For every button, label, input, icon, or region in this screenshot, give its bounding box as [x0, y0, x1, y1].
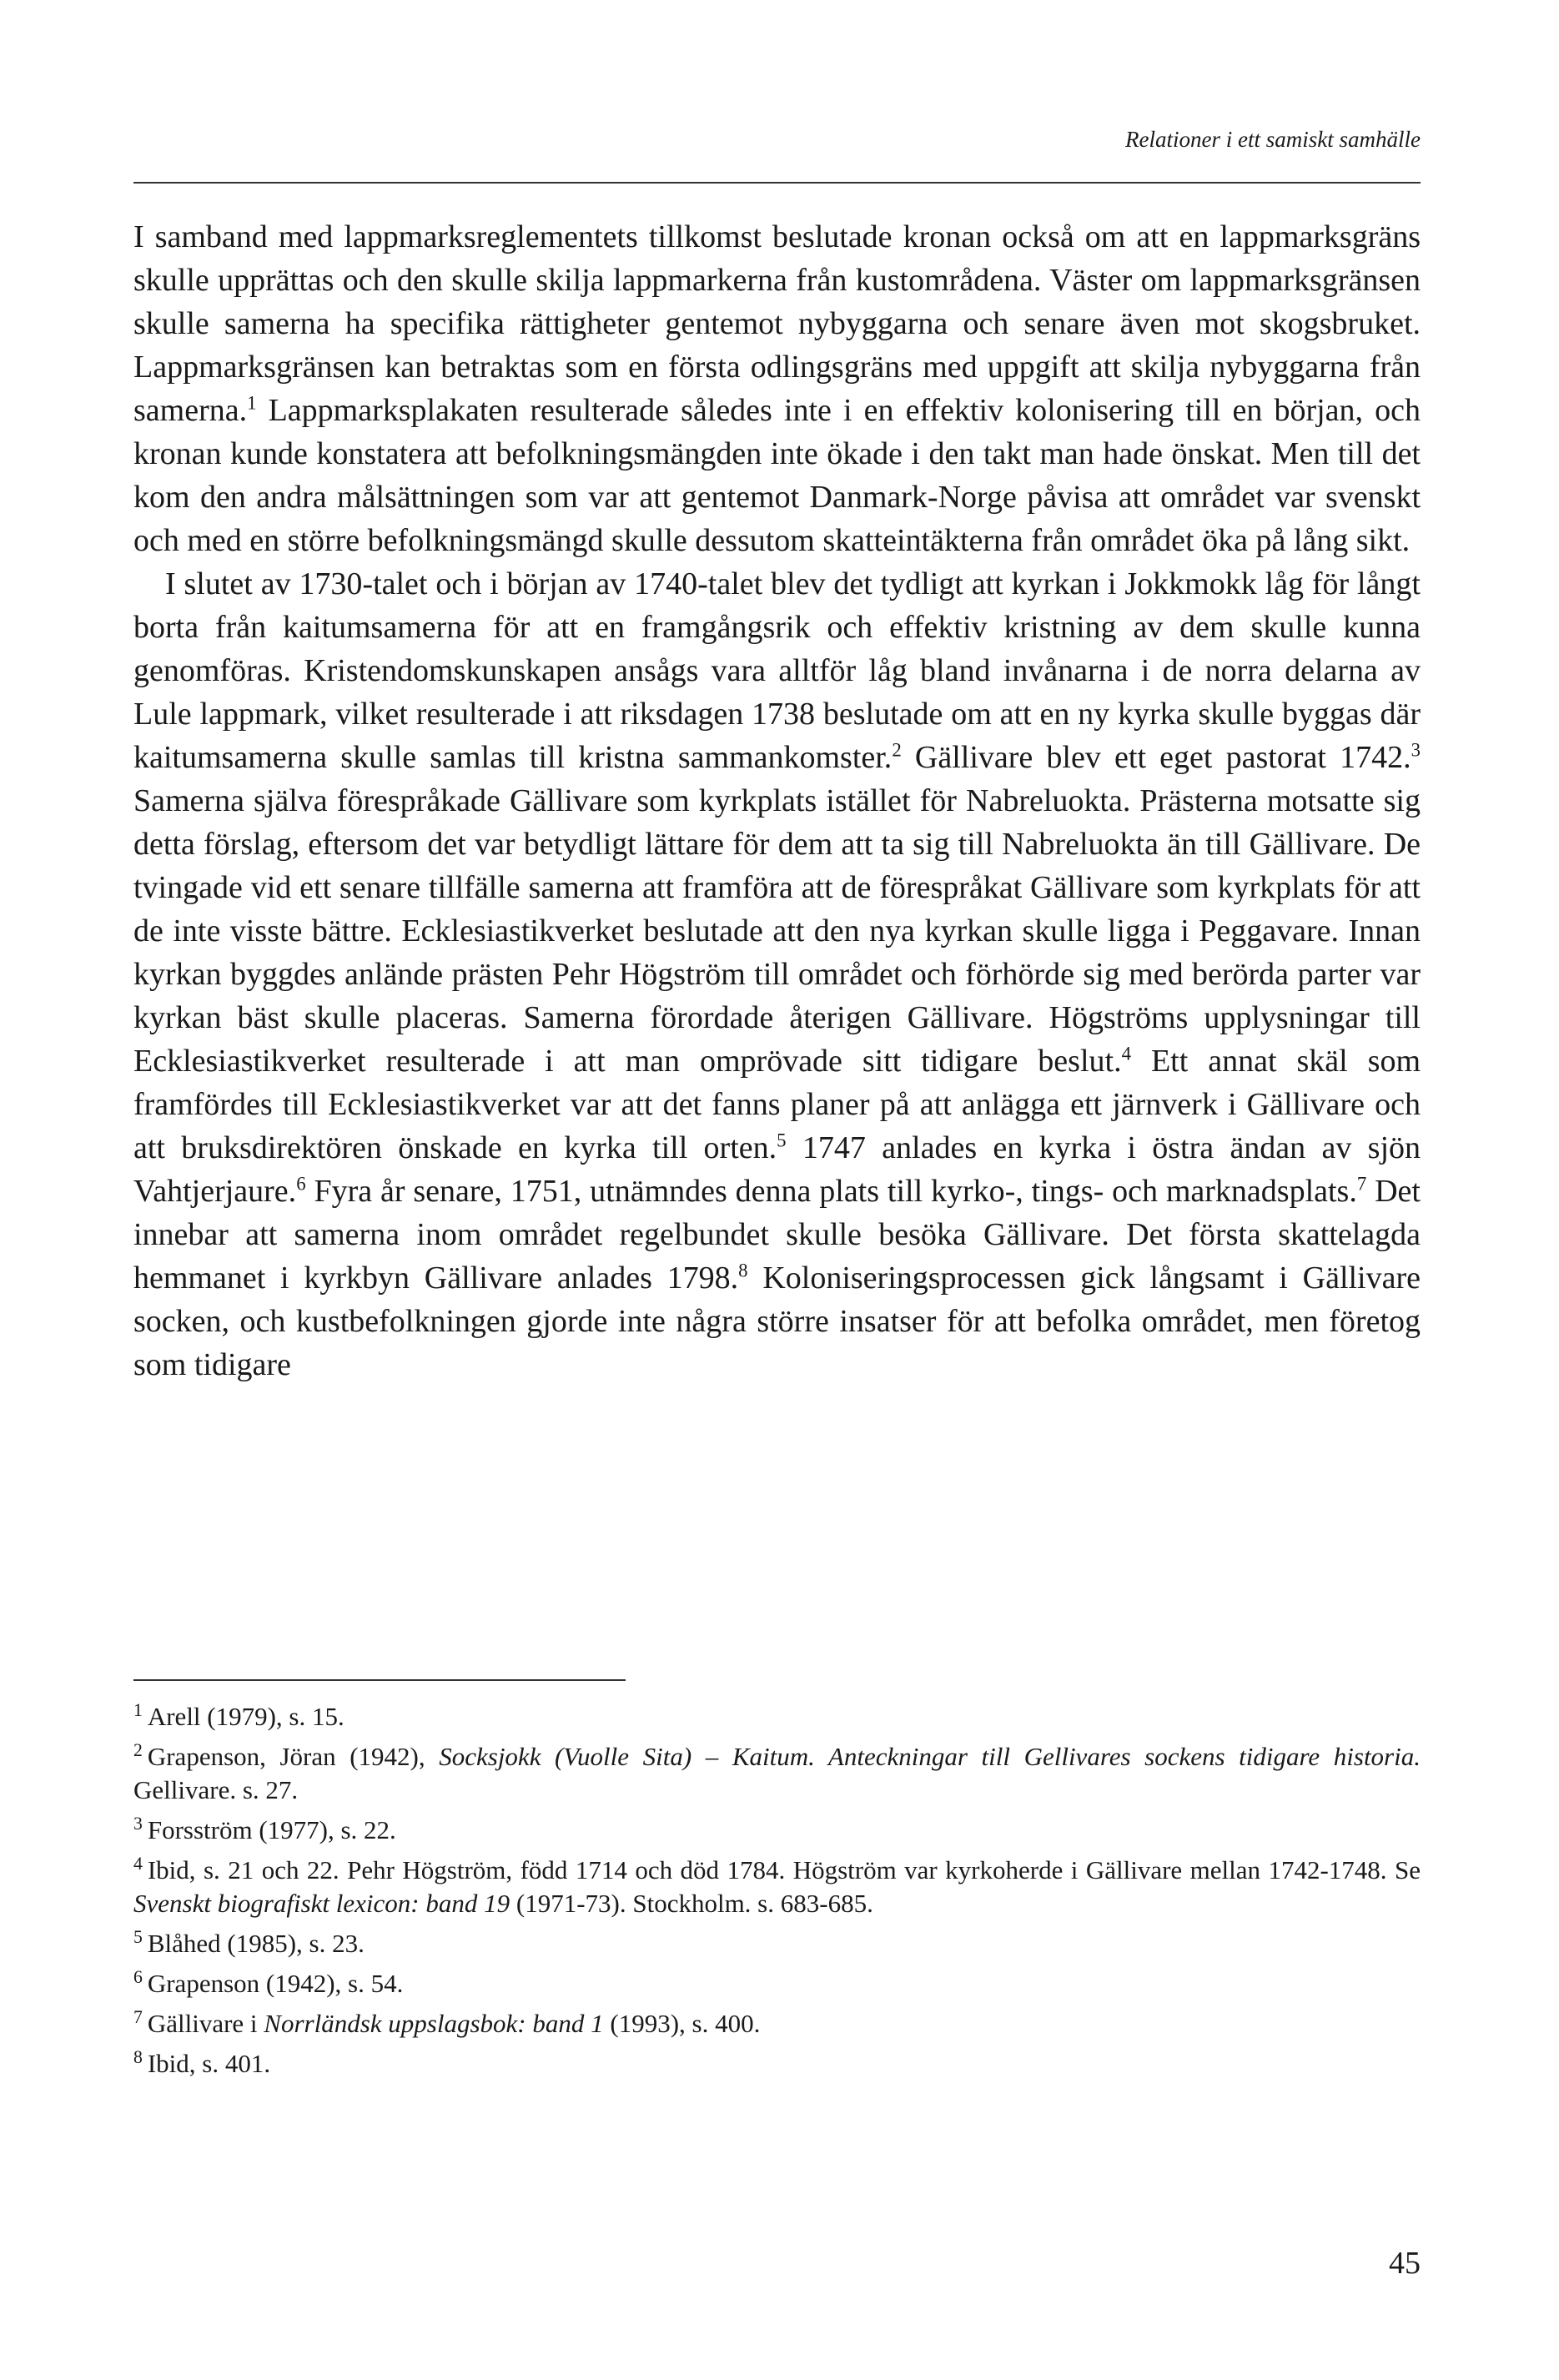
- footnote-4: [133, 1854, 1421, 1920]
- footnote-text: Grapenson, Jöran (1942),: [147, 1742, 440, 1771]
- running-title: Relationer i ett samiskt samhälle: [1125, 127, 1421, 152]
- footnote-rule: [133, 1679, 626, 1681]
- footnote-number: 6: [133, 1966, 143, 1987]
- footnote-2: [133, 1740, 1421, 1807]
- footnote-number: 5: [133, 1926, 143, 1947]
- footnote-title: Svenskt biografiskt lexicon: band 19: [133, 1889, 510, 1918]
- footnote-text: Grapenson (1942), s. 54.: [147, 1969, 404, 1998]
- footnote-text: (1993), s. 400.: [603, 2009, 761, 2038]
- footnote-3: [133, 1814, 1421, 1847]
- header-rule: [133, 182, 1421, 184]
- footnote-1: [133, 1700, 1421, 1733]
- footnote-text: Ibid, s. 401.: [147, 2049, 271, 2078]
- footnote-text: Ibid, s. 21 och 22. Pehr Högström, född 1714 och död 1784. Högström var kyrkoherde i Gällivare mellan 1742-1748. Se: [147, 1855, 1421, 1884]
- footnote-text: Arell (1979), s. 15.: [147, 1702, 344, 1731]
- footnote-number: 3: [133, 1813, 143, 1834]
- footnote-text: Forsström (1977), s. 22.: [147, 1815, 396, 1844]
- paragraph-1: [133, 215, 1421, 562]
- footnote-ref-1: 1: [247, 392, 257, 414]
- page-number: 45: [1389, 2246, 1421, 2281]
- p2-text-1: I slutet av 1730-talet och i början av 1740-talet blev det tydligt att kyrkan i Jokkmokk låg för långt borta från kaitumsamerna för att en framgångsrik och effektiv kristning av dem skulle kunna genomföras. Kristendomskunskapen ansågs vara alltför låg bland invånarna i de norra delarna av Lule lappmark, vilket resulterade i att riksdagen 1738 beslutade om att en ny kyrka skulle byggas där kaitumsamerna skulle samlas till kristna sammankomster.: [133, 566, 1421, 775]
- p1-text-2: Lappmarksplakaten resulterade således inte i en effektiv kolonisering till en början, och kronan kunde konstatera att befolkningsmängden inte ökade i den takt man hade önskat. Men till det kom den andra målsättningen som var att gentemot Danmark-Norge påvisa att området var svenskt och med en större befolkningsmängd skulle dessutom skatteintäkterna från området öka på lång sikt.: [133, 393, 1421, 558]
- footnote-title: Socksjokk (Vuolle Sita) – Kaitum. Anteckningar till Gellivares sockens tidigare historia.: [439, 1742, 1421, 1771]
- footnote-ref-3: 3: [1411, 739, 1421, 761]
- footnote-number: 7: [133, 2006, 143, 2027]
- footnote-number: 4: [133, 1853, 143, 1874]
- running-header: [133, 125, 1421, 153]
- body-text: [133, 215, 1421, 1386]
- footnote-6: [133, 1967, 1421, 2000]
- footnote-number: 1: [133, 1699, 143, 1720]
- footnote-title: Norrländsk uppslagsbok: band 1: [264, 2009, 604, 2038]
- p1-text-1: I samband med lappmarksreglementets tillkomst beslutade kronan också om att en lappmarksgräns skulle upprättas och den skulle skilja lappmarkerna från kustområdena. Väster om lappmarksgränsen skulle samerna ha specifika rättigheter gentemot nybyggarna och senare även mot skogsbruket. Lappmarksgränsen kan betraktas som en första odlingsgräns med uppgift att skilja nybyggarna från samerna.: [133, 219, 1421, 428]
- footnote-ref-6: 6: [296, 1173, 306, 1195]
- footnote-number: 8: [133, 2046, 143, 2067]
- p2-text-8: Koloniseringsprocessen gick långsamt i Gällivare socken, och kustbefolkningen gjorde inte några större insatser för att befolka området, men företog som tidigare: [133, 1260, 1421, 1382]
- footnote-ref-7: 7: [1356, 1173, 1367, 1195]
- footnote-text: Gellivare. s. 27.: [133, 1775, 299, 1804]
- p2-text-4: Ett annat skäl som framfördes till Ecklesiastikverket var att det fanns planer på att anlägga ett järnverk i Gällivare och att bruksdirektören önskade en kyrka till orten.: [133, 1044, 1421, 1165]
- footnote-ref-2: 2: [892, 739, 902, 761]
- footnotes: [133, 1700, 1421, 2087]
- footnote-text: Blåhed (1985), s. 23.: [147, 1929, 365, 1958]
- footnote-7: [133, 2007, 1421, 2040]
- paragraph-2: [133, 562, 1421, 1386]
- footnote-8: [133, 2047, 1421, 2081]
- p2-text-2: Gällivare blev ett eget pastorat 1742.: [901, 740, 1411, 775]
- p2-text-5: 1747 anlades en kyrka i östra ändan av sjön Vahtjerjaure.: [133, 1130, 1421, 1209]
- footnote-ref-8: 8: [738, 1260, 748, 1281]
- p2-text-7: Det innebar att samerna inom området regelbundet skulle besöka Gällivare. Det första skattelagda hemmanet i kyrkbyn Gällivare anlades 1798.: [133, 1174, 1421, 1296]
- footnote-ref-4: 4: [1121, 1043, 1131, 1064]
- footnote-5: [133, 1927, 1421, 1960]
- footnote-text: Gällivare i: [147, 2009, 264, 2038]
- footnote-text: (1971-73). Stockholm. s. 683-685.: [510, 1889, 873, 1918]
- p2-text-3: Samerna själva förespråkade Gällivare som kyrkplats istället för Nabreluokta. Prästerna motsatte sig detta förslag, eftersom det var betydligt lättare för dem att ta sig till Nabreluokta än till Gällivare. De tvingade vid ett senare tillfälle samerna att framföra att de förespråkat Gällivare som kyrkplats för att de inte visste bättre. Ecklesiastikverket beslutade att den nya kyrkan skulle ligga i Peggavare. Innan kyrkan byggdes anlände prästen Pehr Högström till området och förhörde sig med berörda parter var kyrkan bäst skulle placeras. Samerna förordade återigen Gällivare. Högströms upplysningar till Ecklesiastikverket resulterade i att man omprövade sitt tidigare beslut.: [133, 783, 1421, 1079]
- p2-text-6: Fyra år senare, 1751, utnämndes denna plats till kyrko-, tings- och marknadsplats.: [305, 1174, 1357, 1209]
- footnote-number: 2: [133, 1739, 143, 1760]
- footnote-ref-5: 5: [777, 1130, 787, 1151]
